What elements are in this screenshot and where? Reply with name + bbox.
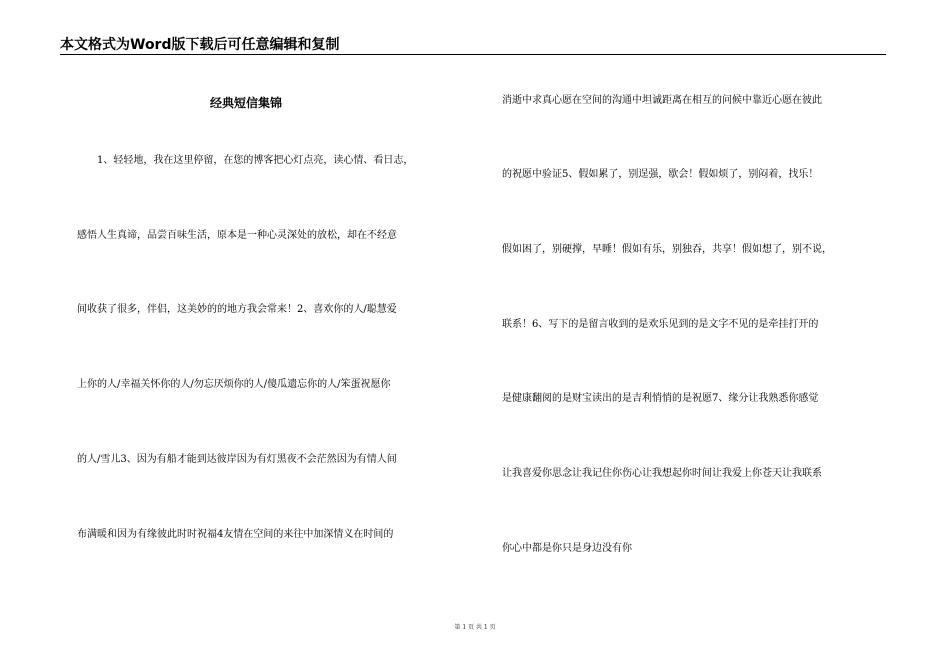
right-line-3: 假如困了，别硬撑，早睡！假如有乐，别独吞，共享！假如想了，别不说， — [502, 244, 832, 255]
left-line-3: 间收获了很多，伴侣，这美妙的的地方我会常来！2、喜欢你的人/聪慧爱 — [77, 304, 397, 315]
header-divider — [60, 54, 886, 55]
right-line-4: 联系！6、写下的是留言收到的是欢乐见到的是文字不见的是牵挂打开的 — [502, 319, 819, 330]
right-line-6: 让我喜爱你思念让我记住你伤心让我想起你时间让我爱上你苍天让我联系 — [502, 468, 822, 479]
right-line-1: 消逝中求真心愿在空间的沟通中坦诚距离在相互的问候中靠近心愿在彼此 — [502, 95, 822, 106]
right-line-2: 的祝愿中验证5、假如累了，别逞强，歇会！假如烦了，别闷着，找乐！ — [502, 169, 819, 180]
page-number-footer: 第 1 页 共 1 页 — [454, 624, 496, 631]
document-title: 经典短信集锦 — [210, 96, 283, 110]
left-line-6: 布满暖和因为有缘彼此时时祝福4友情在空间的来往中加深情义在时间的 — [77, 529, 394, 540]
left-line-4: 上你的人/幸福关怀你的人/勿忘厌烦你的人/傻瓜遗忘你的人/笨蛋祝愿你 — [77, 379, 391, 390]
right-line-7: 你心中都是你只是身边没有你 — [502, 543, 632, 554]
header-text: 本文格式为Word版下载后可任意编辑和复制 — [60, 37, 340, 53]
left-line-5: 的人/雪儿3、因为有船才能到达彼岸因为有灯黑夜不会茫然因为有情人间 — [77, 454, 397, 465]
page-header — [60, 36, 886, 56]
left-line-1: 1、轻轻地，我在这里停留，在您的博客把心灯点亮，读心情、看日志， — [97, 155, 414, 166]
right-line-5: 是健康翻阅的是财宝读出的是吉利悄悄的是祝愿7、缘分让我熟悉你感觉 — [502, 393, 819, 404]
left-line-2: 感悟人生真谛，品尝百味生活，原本是一种心灵深处的放松，却在不经意 — [77, 230, 397, 241]
